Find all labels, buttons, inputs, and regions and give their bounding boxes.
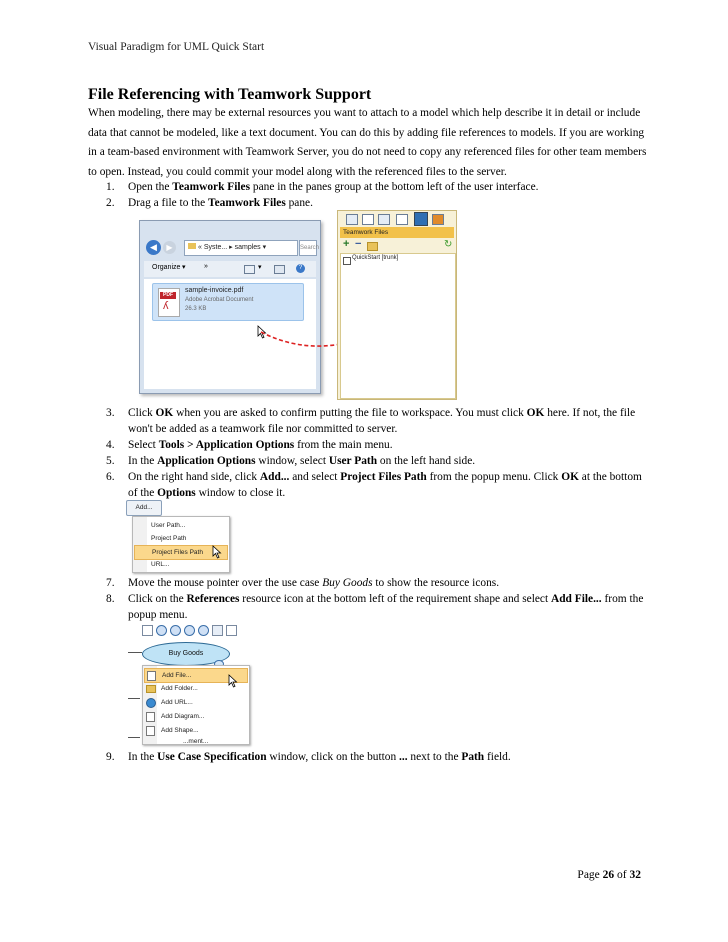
step-emphasis-bold: OK xyxy=(561,471,579,483)
file-size: 26.3 KB xyxy=(185,306,207,312)
step-emphasis-bold: Path xyxy=(461,751,485,763)
step-emphasis-bold: Use Case Specification xyxy=(157,751,267,763)
intro-paragraph: When modeling, there may be external resources you want to attach to a model which help describe it in detail or include data that cannot be modeled, like a text document. You can do this by adding file references to models. If you are working in a team-based environment with Teamwork Server, you do not need to copy any referenced files for other team members to open. Instead, you could commit your model along with the referenced files to the server. xyxy=(88,107,647,178)
step-text: Move the mouse pointer over the use case Buy Goods to show the resource icons. xyxy=(128,577,500,589)
mouse-cursor-icon xyxy=(228,674,238,688)
file-name: sample-invoice.pdf xyxy=(185,287,244,294)
organize-button[interactable]: Organize xyxy=(152,264,181,271)
organize-dropdown-icon: ▾ xyxy=(182,264,186,271)
menu-item-add-diagram[interactable] xyxy=(143,710,249,723)
pane-tab-icon[interactable] xyxy=(396,214,408,225)
menu-item-label: Add Diagram... xyxy=(161,713,205,720)
step-text: On the right hand side, click Add... and select Project Files Path from the popup menu. Click OK at the bottom of the Options window to close it. xyxy=(128,471,642,499)
add-icon[interactable]: + xyxy=(343,238,350,250)
menu-item-label: Add Shape... xyxy=(161,727,199,734)
step-emphasis-bold: Application Options xyxy=(157,455,256,467)
resource-icon[interactable] xyxy=(198,625,209,636)
step-emphasis-italic: Buy Goods xyxy=(322,577,373,589)
step-text: Click on the References resource icon at the bottom left of the requirement shape and select Add File... from the popup menu. xyxy=(128,593,644,621)
step-text: Select Tools > Application Options from the main menu. xyxy=(128,439,393,451)
actor-line xyxy=(128,737,140,738)
page-prefix: Page xyxy=(577,869,603,881)
menu-item-partial[interactable] xyxy=(143,735,249,748)
remove-icon[interactable]: − xyxy=(355,238,362,250)
pane-tab-icon[interactable] xyxy=(362,214,374,225)
resource-icon[interactable] xyxy=(156,625,167,636)
step-number: 1. xyxy=(106,181,115,193)
menu-item-label: Add URL... xyxy=(161,699,193,706)
use-case-name: Buy Goods xyxy=(168,650,204,657)
step-text: In the Application Options window, select User Path on the left hand side. xyxy=(128,455,476,467)
step-emphasis-bold: Tools > Application Options xyxy=(158,439,295,451)
breadcrumb-item[interactable]: samples xyxy=(234,244,261,251)
menu-item-label: Add Folder... xyxy=(161,685,198,692)
folder-icon[interactable] xyxy=(367,242,378,251)
step-emphasis-bold: User Path xyxy=(328,455,378,467)
step-emphasis-bold: Add File... xyxy=(551,593,602,605)
views-dropdown-icon[interactable]: ▾ xyxy=(258,264,262,271)
explorer-toolbar xyxy=(144,261,316,277)
toolbar-overflow-button[interactable]: » xyxy=(204,263,208,270)
breadcrumb-item[interactable]: Syste... xyxy=(203,244,228,251)
pane-title-bar xyxy=(340,227,454,238)
back-icon[interactable]: ◀ xyxy=(146,240,161,255)
help-icon[interactable]: ? xyxy=(296,264,305,273)
add-button[interactable] xyxy=(126,500,162,516)
resource-icon[interactable] xyxy=(142,625,153,636)
pane-tab-icon[interactable] xyxy=(378,214,390,225)
explorer-window-screenshot xyxy=(139,220,321,394)
step-number: 2. xyxy=(106,197,115,209)
step-text: Open the Teamwork Files pane in the panes group at the bottom left of the user interface. xyxy=(128,181,539,193)
pane-tab-strip xyxy=(340,212,454,226)
views-icon[interactable] xyxy=(244,265,255,274)
section-title: File Referencing with Teamwork Support xyxy=(88,86,372,103)
actor-line xyxy=(128,652,142,653)
pane-tab-icon[interactable] xyxy=(346,214,358,225)
menu-item-label: Project Path xyxy=(151,535,187,542)
step-emphasis-bold: OK xyxy=(526,407,545,419)
acrobat-logo-icon: ʎ xyxy=(163,300,169,312)
menu-item-label: User Path... xyxy=(151,522,186,529)
globe-icon xyxy=(146,698,156,708)
step-number: 7. xyxy=(106,577,115,589)
step-number: 9. xyxy=(106,751,115,763)
pane-tab-icon-active[interactable] xyxy=(414,212,428,226)
tree-item[interactable]: QuickStart [trunk] xyxy=(352,255,399,261)
project-icon xyxy=(343,257,351,265)
pdf-file-icon xyxy=(158,288,180,317)
step-number: 5. xyxy=(106,455,115,467)
pdf-badge: PDF xyxy=(160,292,176,299)
actor-line xyxy=(128,698,140,699)
step-number: 8. xyxy=(106,593,115,605)
step-emphasis-bold: Options xyxy=(157,486,196,499)
step-emphasis-bold: ... xyxy=(399,751,408,763)
resource-icon[interactable] xyxy=(226,625,237,636)
menu-item-add-url[interactable] xyxy=(143,696,249,709)
breadcrumb[interactable]: « Syste... ▸ samples ▾ xyxy=(184,240,298,256)
step-text: In the Use Case Specification window, click on the button ... next to the Path field. xyxy=(128,751,511,763)
mouse-cursor-icon xyxy=(212,545,222,559)
file-item-selected[interactable] xyxy=(152,283,304,321)
add-path-menu-screenshot xyxy=(126,500,230,572)
menu-item-label: Add File... xyxy=(162,672,192,679)
folder-icon xyxy=(188,243,196,249)
step-emphasis-bold: Add... xyxy=(259,471,290,483)
step-emphasis-bold: Teamwork Files xyxy=(208,197,286,209)
folder-icon xyxy=(146,685,156,693)
pane-toolbar xyxy=(340,239,454,251)
preview-pane-icon[interactable] xyxy=(274,265,285,274)
page-number: 26 xyxy=(602,869,615,881)
refresh-icon[interactable]: ↻ xyxy=(444,239,453,250)
menu-item-label: Project Files Path xyxy=(152,549,203,556)
page-total: 32 xyxy=(629,869,641,881)
explorer-address-bar xyxy=(144,239,320,257)
menu-item-project-path[interactable] xyxy=(133,532,229,545)
pane-content xyxy=(340,253,456,399)
menu-item-label: URL... xyxy=(151,561,170,568)
page-separator: of xyxy=(614,869,630,881)
pane-tab-icon[interactable] xyxy=(432,214,444,225)
resource-icon[interactable] xyxy=(212,625,223,636)
resource-icon[interactable] xyxy=(184,625,195,636)
menu-item-url[interactable] xyxy=(133,558,229,571)
page-footer xyxy=(577,869,641,881)
step-number: 4. xyxy=(106,439,115,451)
use-case-references-screenshot xyxy=(128,622,258,746)
step-emphasis-bold: Teamwork Files xyxy=(172,181,251,193)
diagram-icon xyxy=(146,712,155,722)
step-number: 6. xyxy=(106,471,115,483)
step-emphasis-bold: Project Files Path xyxy=(340,471,427,483)
step-text: Drag a file to the Teamwork Files pane. xyxy=(128,197,313,209)
step-emphasis-bold: References xyxy=(186,593,240,605)
resource-icons-bar xyxy=(142,624,252,636)
search-box[interactable] xyxy=(299,240,320,256)
running-header: Visual Paradigm for UML Quick Start xyxy=(88,41,265,53)
step-text: Click OK when you are asked to confirm putting the file to workspace. You must click OK here. If not, the file won't be added as a teamwork file nor committed to server. xyxy=(128,407,636,435)
pane-title: Teamwork Files xyxy=(343,229,389,236)
breadcrumb-overflow[interactable]: « xyxy=(198,244,202,251)
add-button-label: Add... xyxy=(135,504,153,511)
file-icon xyxy=(147,671,156,681)
menu-item-user-path[interactable] xyxy=(133,519,229,532)
teamwork-files-pane-screenshot xyxy=(337,210,457,400)
step-number: 3. xyxy=(106,407,115,419)
resource-icon[interactable] xyxy=(170,625,181,636)
menu-item-label: ...ment... xyxy=(183,738,209,745)
step-emphasis-bold: OK xyxy=(155,407,174,419)
forward-icon[interactable]: ▶ xyxy=(163,241,176,254)
file-type: Adobe Acrobat Document xyxy=(185,297,254,303)
search-placeholder: Search xyxy=(300,245,320,251)
